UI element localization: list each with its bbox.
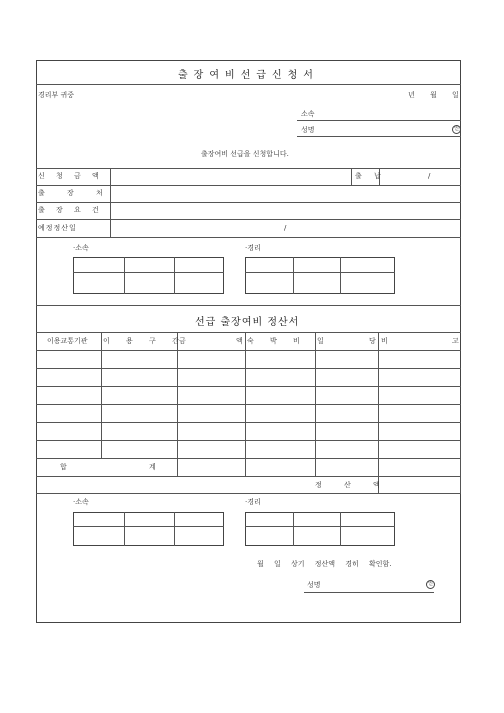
section-divider (36, 305, 461, 306)
date-day: 일 (452, 91, 459, 99)
table-line (36, 332, 461, 333)
settlement-accounting-box (245, 512, 395, 546)
row-line (36, 219, 461, 220)
approval-box-line (293, 512, 294, 546)
approval-box-line (73, 272, 224, 273)
table-col-line (315, 332, 316, 476)
confirm-text: 월 일 상기 정산액 경히 확인함. (257, 560, 392, 568)
settle-date-label: 예정정산일 (38, 224, 77, 232)
row-line (36, 237, 461, 238)
purpose-label: 출 장 요 건 (38, 206, 99, 214)
approval-dept-box (73, 257, 224, 294)
settlement-seal-icon: 인 (426, 580, 435, 589)
table-col-line (378, 332, 379, 493)
table-line (36, 458, 461, 459)
amount-label: 신 청 금 액 (38, 172, 99, 180)
settlement-name-line (304, 592, 434, 593)
approval-box-line (124, 257, 125, 294)
table-line (36, 350, 461, 351)
settle-date-slash: / (284, 224, 287, 232)
table-col-line (245, 332, 246, 476)
payment-label: 출 납 (355, 172, 381, 180)
title-divider (36, 84, 461, 85)
settlement-name-label: 성명 (307, 581, 321, 589)
approval-box-line (245, 526, 395, 527)
settlement-accounting-label: ·경리 (245, 498, 261, 506)
name-line (297, 136, 461, 137)
table-line (36, 368, 461, 369)
approval-dept-label: ·소속 (73, 244, 89, 252)
settlement-title: 선급 출장여비 정산서 (195, 317, 300, 328)
row-line (36, 185, 461, 186)
name-label: 성명 (301, 126, 315, 134)
approval-box-line (340, 512, 341, 546)
table-line (36, 440, 461, 441)
form-title: 출장여비선급신청서 (178, 70, 319, 81)
table-col-line (101, 332, 102, 458)
payment-divider (351, 168, 352, 185)
col-remarks: 비 고 (381, 337, 459, 345)
approval-box-line (293, 257, 294, 294)
settlement-amount-label: 정 산 액 (315, 481, 380, 489)
table-line (36, 476, 461, 477)
table-line (36, 386, 461, 387)
col-section: 이 용 구 간 (103, 337, 179, 345)
approval-box-line (174, 512, 175, 546)
label-divider (110, 168, 111, 237)
settlement-dept-box (73, 512, 224, 546)
col-amount: 금 액 (179, 337, 243, 345)
approval-accounting-box (245, 257, 395, 294)
col-daily: 일 당 (317, 337, 376, 345)
table-line (36, 422, 461, 423)
payment-slash: / (428, 172, 431, 180)
approval-box-line (73, 526, 224, 527)
date-year: 년 (408, 91, 415, 99)
date-month: 월 (430, 91, 437, 99)
settlement-dept-label: ·소속 (73, 498, 89, 506)
affiliation-line (297, 120, 461, 121)
seal-icon: 인 (452, 125, 461, 134)
approval-box-line (245, 272, 395, 273)
approval-accounting-label: ·경리 (245, 244, 261, 252)
col-lodging: 숙 박 비 (247, 337, 300, 345)
approval-box-line (124, 512, 125, 546)
row-line (36, 202, 461, 203)
addressee: 경리부 귀중 (38, 91, 75, 99)
table-col-line (460, 440, 461, 493)
approval-box-line (340, 257, 341, 294)
row-line (36, 168, 461, 169)
request-statement: 출장여비 선급을 신청합니다. (201, 150, 289, 158)
col-transport: 이용교통기관 (47, 337, 88, 345)
table-col-line (177, 332, 178, 476)
destination-label: 출 장 처 (38, 189, 103, 197)
approval-box-line (174, 257, 175, 294)
affiliation-label: 소속 (301, 110, 315, 118)
table-line (36, 404, 461, 405)
table-line (36, 493, 461, 494)
total-label: 합 계 (60, 463, 156, 471)
